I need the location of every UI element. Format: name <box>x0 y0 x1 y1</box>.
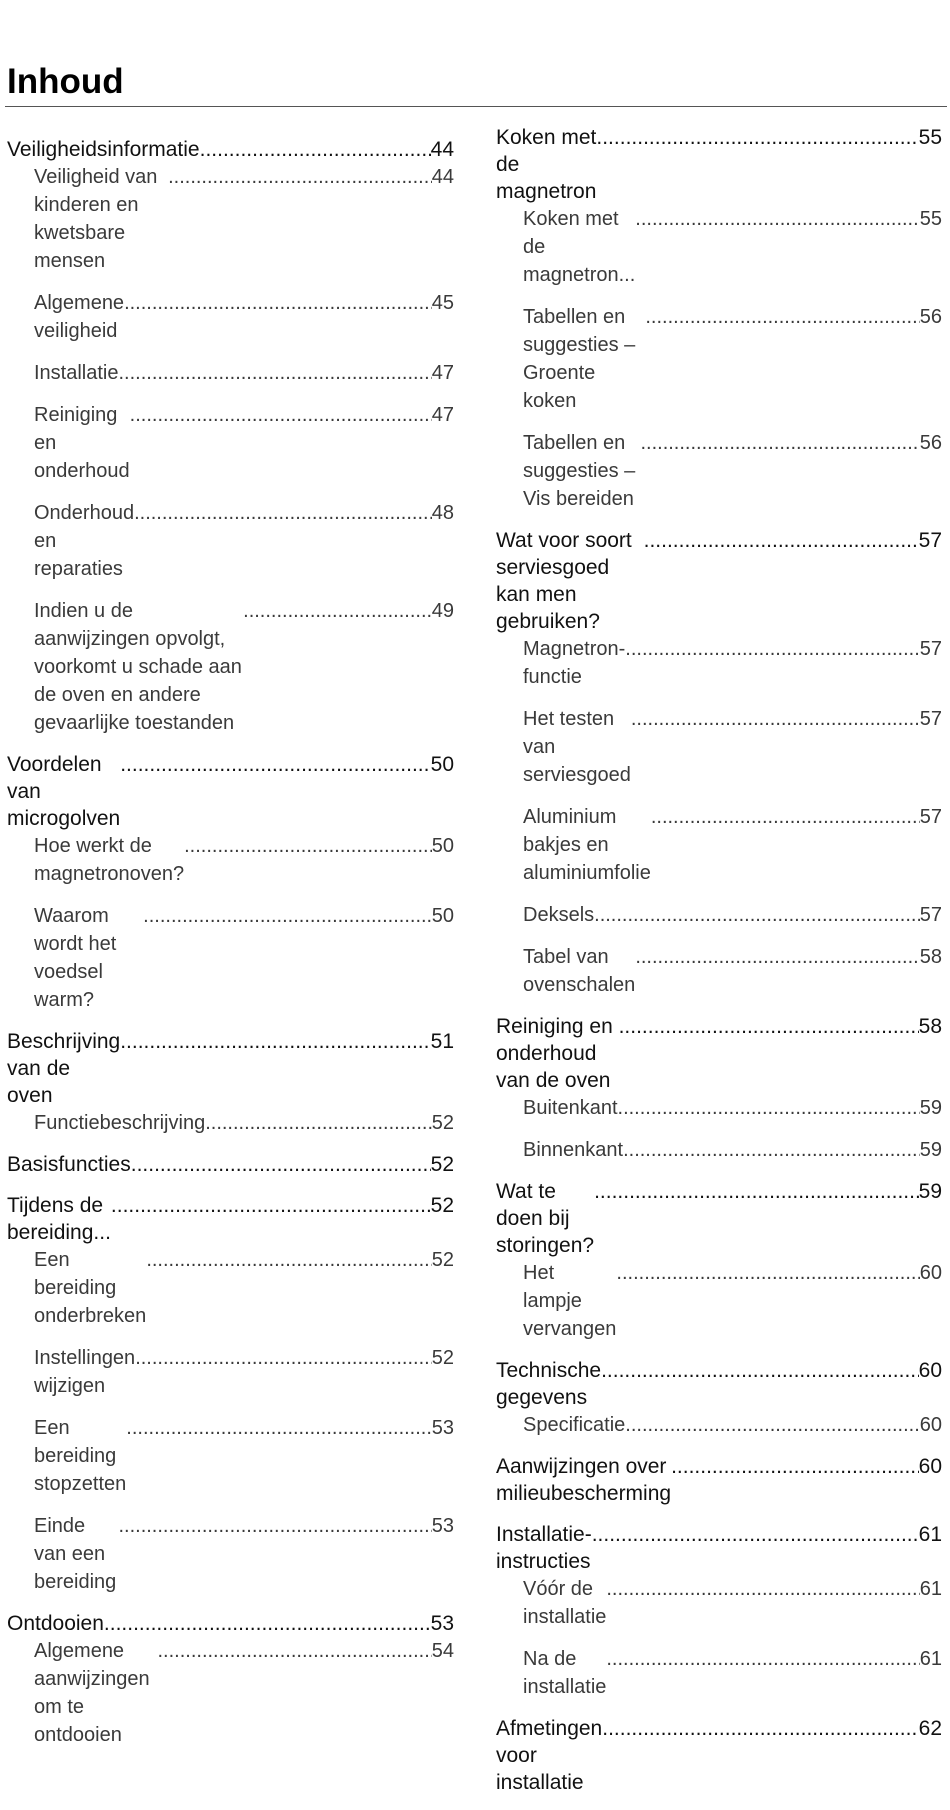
toc-chapter-title: Koken met de magnetron <box>496 126 597 203</box>
toc-subsection[interactable] <box>523 205 942 289</box>
toc-subsection-page-number: 47 <box>431 362 454 384</box>
toc-chapter-page-number: 60 <box>918 1359 942 1382</box>
dot-leader <box>671 1453 919 1480</box>
toc-subsection[interactable] <box>34 1512 454 1596</box>
dot-leader <box>118 1512 431 1540</box>
toc-subsection[interactable] <box>34 401 454 485</box>
toc-chapter-page-number: 60 <box>918 1455 942 1478</box>
toc-chapter[interactable] <box>7 1151 454 1178</box>
toc-subsection-page-number: 53 <box>431 1417 454 1439</box>
dot-leader <box>124 289 432 317</box>
toc-subsection-page-number: 48 <box>431 502 454 524</box>
dot-leader <box>625 1411 919 1439</box>
dot-leader <box>104 1610 431 1637</box>
toc-section <box>7 751 454 1014</box>
toc-section <box>496 1715 942 1796</box>
toc-subsection-page-number: 47 <box>431 404 454 426</box>
toc-chapter-title: Tijdens de bereiding... <box>7 1194 111 1244</box>
toc-section <box>7 1151 454 1178</box>
toc-section <box>496 527 942 999</box>
toc-subsection-title: Buitenkant <box>523 1097 618 1119</box>
toc-subsection-page-number: 55 <box>919 208 942 230</box>
toc-chapter-page-number: 53 <box>430 1612 454 1635</box>
toc-chapter-title: Wat voor soort serviesgoed kan men gebruiken? <box>496 529 632 633</box>
dot-leader <box>120 1028 430 1055</box>
toc-section <box>7 1028 454 1137</box>
toc-subsection-title: Installatie <box>34 362 119 384</box>
toc-subsection-title: Deksels <box>523 904 595 926</box>
toc-subsection-page-number: 57 <box>919 904 942 926</box>
toc-chapter[interactable] <box>496 1178 942 1259</box>
toc-subsection[interactable] <box>34 359 454 387</box>
dot-leader <box>596 124 918 151</box>
toc-subsection-page-number: 52 <box>431 1249 454 1271</box>
toc-subsection-page-number: 52 <box>431 1347 454 1369</box>
dot-leader <box>651 803 920 831</box>
toc-subsection[interactable] <box>523 429 942 513</box>
toc-subsection-title: Magnetron-functie <box>523 638 626 688</box>
dot-leader <box>594 1178 919 1205</box>
toc-subsection-title: Een bereiding stopzetten <box>34 1417 127 1495</box>
toc-subsection-page-number: 45 <box>431 292 454 314</box>
toc-chapter[interactable] <box>496 527 942 635</box>
toc-subsection[interactable] <box>523 1259 942 1343</box>
toc-subsection-title: Waarom wordt het voedsel warm? <box>34 905 117 1011</box>
page-title: Inhoud <box>7 62 124 101</box>
dot-leader <box>200 136 431 163</box>
toc-subsection-page-number: 57 <box>919 806 942 828</box>
toc-subsection[interactable] <box>34 1246 454 1330</box>
toc-subsection-page-number: 60 <box>919 1414 942 1436</box>
dot-leader <box>616 1259 919 1287</box>
toc-subsection-title: Hoe werkt de magnetronoven? <box>34 835 185 885</box>
toc-section <box>496 1178 942 1343</box>
toc-section <box>496 1521 942 1701</box>
dot-leader <box>184 832 432 860</box>
toc-subsection[interactable] <box>34 1414 454 1498</box>
toc-chapter-page-number: 61 <box>918 1523 942 1546</box>
toc-chapter-title: Technische gegevens <box>496 1359 602 1409</box>
toc-subsection-page-number: 50 <box>431 905 454 927</box>
toc-subsection-title: Tabel van ovenschalen <box>523 946 636 996</box>
toc-subsection[interactable] <box>523 635 942 691</box>
dot-leader <box>635 943 919 971</box>
toc-subsection-title: Einde van een bereiding <box>34 1515 117 1593</box>
toc-subsection[interactable] <box>523 303 942 415</box>
toc-subsection-page-number: 56 <box>919 432 942 454</box>
toc-subsection-page-number: 59 <box>919 1139 942 1161</box>
toc-chapter[interactable] <box>496 1357 942 1411</box>
toc-chapter-title: Afmetingen voor installatie <box>496 1717 603 1794</box>
toc-subsection[interactable] <box>523 705 942 789</box>
toc-section <box>7 136 454 737</box>
dot-leader <box>111 1192 431 1219</box>
toc-chapter-title: Aanwijzingen over milieubescherming <box>496 1455 672 1505</box>
toc-subsection-title: Functiebeschrijving <box>34 1112 206 1134</box>
toc-subsection[interactable] <box>523 1645 942 1701</box>
dot-leader <box>625 635 919 663</box>
toc-subsection-title: Algemene veiligheid <box>34 292 125 342</box>
dot-leader <box>243 597 432 625</box>
toc-chapter[interactable] <box>7 1610 454 1637</box>
toc-subsection-title: Indien u de aanwijzingen opvolgt, voorkomt u schade aan de oven en andere gevaarlijke toestanden <box>34 600 242 734</box>
toc-chapter[interactable] <box>496 1453 942 1507</box>
toc-subsection[interactable] <box>523 1411 942 1439</box>
toc-subsection-title: Koken met de magnetron... <box>523 208 636 286</box>
toc-subsection-page-number: 49 <box>431 600 454 622</box>
toc-subsection[interactable] <box>523 901 942 929</box>
toc-subsection[interactable] <box>523 1136 942 1164</box>
toc-subsection-page-number: 44 <box>431 166 454 188</box>
toc-chapter[interactable] <box>496 1013 942 1094</box>
toc-chapter-page-number: 58 <box>918 1015 942 1038</box>
dot-leader <box>602 1715 918 1742</box>
toc-subsection-title: Reiniging en onderhoud <box>34 404 130 482</box>
toc-subsection[interactable] <box>523 803 942 887</box>
toc-chapter-page-number: 52 <box>430 1153 454 1176</box>
toc-chapter[interactable] <box>496 1715 942 1796</box>
toc-subsection-page-number: 54 <box>431 1640 454 1662</box>
toc-subsection-title: Tabellen en suggesties – Groente koken <box>523 306 636 412</box>
toc-chapter-page-number: 62 <box>918 1717 942 1740</box>
toc-subsection-title: Onderhoud en reparaties <box>34 502 135 580</box>
toc-chapter-title: Wat te doen bij storingen? <box>496 1180 595 1257</box>
toc-subsection-title: Het testen van serviesgoed <box>523 708 631 786</box>
toc-subsection[interactable] <box>523 1094 942 1122</box>
toc-chapter-title: Ontdooien <box>7 1612 104 1635</box>
toc-subsection[interactable] <box>34 902 454 1014</box>
toc-section <box>7 1610 454 1749</box>
toc-subsection[interactable] <box>34 832 454 888</box>
dot-leader <box>119 359 432 387</box>
toc-chapter-title: Installatie-instructies <box>496 1523 592 1573</box>
toc-subsection-page-number: 57 <box>919 708 942 730</box>
toc-section <box>496 1453 942 1507</box>
toc-subsection[interactable] <box>523 1575 942 1631</box>
dot-leader <box>592 1521 919 1548</box>
toc-chapter-title: Reiniging en onderhoud van de oven <box>496 1015 613 1092</box>
toc-chapter-page-number: 50 <box>430 753 454 776</box>
toc-subsection[interactable] <box>34 1344 454 1400</box>
toc-subsection-title: Binnenkant <box>523 1139 624 1161</box>
toc-subsection[interactable] <box>34 1109 454 1137</box>
toc-section <box>496 1013 942 1164</box>
toc-chapter-page-number: 57 <box>918 529 942 552</box>
dot-leader <box>606 1645 919 1673</box>
toc-chapter-page-number: 44 <box>430 138 454 161</box>
dot-leader <box>635 205 919 233</box>
dot-leader <box>131 1151 431 1178</box>
dot-leader <box>640 429 919 457</box>
toc-subsection-title: Aluminium bakjes en aluminiumfolie <box>523 806 651 884</box>
toc-subsection[interactable] <box>523 943 942 999</box>
toc-section <box>7 1192 454 1596</box>
toc-chapter-title: Basisfuncties <box>7 1153 131 1176</box>
toc-chapter-page-number: 52 <box>430 1194 454 1217</box>
toc-subsection-page-number: 61 <box>919 1648 942 1670</box>
toc-section <box>496 124 942 513</box>
toc-subsection-page-number: 58 <box>919 946 942 968</box>
toc-subsection-title: Vóór de installatie <box>523 1578 607 1628</box>
toc-subsection[interactable] <box>34 163 454 275</box>
toc-chapter-title: Veiligheidsinformatie <box>7 138 200 161</box>
dot-leader <box>135 1344 432 1372</box>
toc-subsection[interactable] <box>34 1637 454 1749</box>
toc-chapter[interactable] <box>496 1521 942 1575</box>
toc-subsection-page-number: 61 <box>919 1578 942 1600</box>
toc-chapter[interactable] <box>496 124 942 205</box>
toc-chapter[interactable] <box>7 1028 454 1109</box>
toc-chapter-title: Beschrijving van de oven <box>7 1030 121 1107</box>
toc-left-column <box>7 136 454 1763</box>
toc-chapter[interactable] <box>7 751 454 832</box>
toc-chapter-page-number: 51 <box>430 1030 454 1053</box>
dot-leader <box>130 401 432 429</box>
dot-leader <box>143 902 432 930</box>
dot-leader <box>120 751 430 778</box>
toc-subsection[interactable] <box>34 499 454 583</box>
dot-leader <box>631 705 920 733</box>
toc-right-column <box>496 124 942 1810</box>
toc-chapter-page-number: 55 <box>918 126 942 149</box>
toc-subsection-page-number: 57 <box>919 638 942 660</box>
dot-leader <box>205 1109 432 1137</box>
dot-leader <box>594 901 920 929</box>
toc-subsection-title: Het lampje vervangen <box>523 1262 617 1340</box>
dot-leader <box>134 499 432 527</box>
dot-leader <box>645 303 919 331</box>
dot-leader <box>126 1414 431 1442</box>
toc-subsection-page-number: 53 <box>431 1515 454 1537</box>
toc-subsection-title: Algemene aanwijzingen om te ontdooien <box>34 1640 150 1746</box>
toc-chapter-title: Voordelen van microgolven <box>7 753 121 830</box>
dot-leader <box>157 1637 431 1665</box>
toc-chapter[interactable] <box>7 136 454 163</box>
toc-subsection-page-number: 56 <box>919 306 942 328</box>
dot-leader <box>601 1357 919 1384</box>
toc-subsection-page-number: 50 <box>431 835 454 857</box>
dot-leader <box>618 1094 920 1122</box>
dot-leader <box>168 163 432 191</box>
toc-section <box>496 1357 942 1439</box>
toc-subsection-title: Tabellen en suggesties – Vis bereiden <box>523 432 636 510</box>
toc-subsection-title: Een bereiding onderbreken <box>34 1249 147 1327</box>
dot-leader <box>606 1575 919 1603</box>
toc-chapter-page-number: 59 <box>918 1180 942 1203</box>
toc-subsection-page-number: 52 <box>431 1112 454 1134</box>
dot-leader <box>619 1013 919 1040</box>
dot-leader <box>146 1246 431 1274</box>
toc-subsection-title: Instellingen wijzigen <box>34 1347 136 1397</box>
toc-subsection-page-number: 59 <box>919 1097 942 1119</box>
dot-leader <box>644 527 919 554</box>
toc-chapter[interactable] <box>7 1192 454 1246</box>
title-divider <box>5 106 947 107</box>
toc-subsection[interactable] <box>34 289 454 345</box>
toc-subsection[interactable] <box>34 597 454 737</box>
toc-subsection-title: Na de installatie <box>523 1648 607 1698</box>
dot-leader <box>623 1136 920 1164</box>
toc-subsection-title: Veiligheid van kinderen en kwetsbare mensen <box>34 166 158 272</box>
toc-subsection-title: Specificatie <box>523 1414 626 1436</box>
toc-subsection-page-number: 60 <box>919 1262 942 1284</box>
